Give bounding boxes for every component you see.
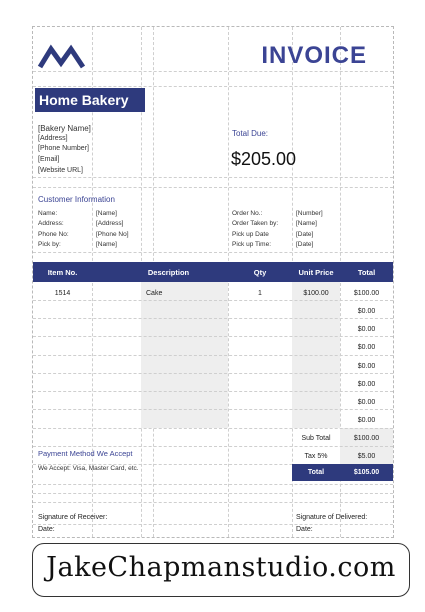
invoice-sheet (32, 26, 394, 538)
watermark-text: JakeChapmanstudio.com (46, 552, 396, 583)
grid-line (33, 493, 393, 494)
table-row-line (33, 428, 393, 429)
row-description: Cake (146, 290, 163, 297)
table-row-line (33, 355, 393, 356)
table-row-line (33, 446, 393, 447)
grid-line (33, 71, 393, 72)
tax-value: $5.00 (357, 453, 376, 460)
customer-value: [Name] (96, 210, 117, 217)
grid-line (33, 177, 393, 178)
row-total: $0.00 (357, 326, 376, 333)
row-qty: 1 (258, 290, 262, 297)
signature-receiver-label: Signature of Receiver: (38, 514, 108, 521)
grid-line (33, 502, 393, 503)
column-header-unit-price: Unit Price (298, 268, 334, 277)
order-label: Pick up Date (232, 231, 269, 238)
sender-name: [Bakery Name] (38, 124, 91, 133)
order-label: Order No.: (232, 210, 263, 217)
customer-label: Address: (38, 220, 64, 227)
tax-label: Tax 5% (304, 453, 328, 460)
customer-label: Name: (38, 210, 58, 217)
order-value: [Name] (296, 220, 317, 227)
table-row-line (33, 336, 393, 337)
order-value: [Date] (296, 231, 314, 238)
customer-value: [Name] (96, 241, 117, 248)
grid-line (33, 252, 393, 253)
customer-value: [Phone No] (96, 231, 129, 238)
row-total: $0.00 (357, 381, 376, 388)
total-due-label: Total Due: (232, 129, 269, 138)
sender-phone: [Phone Number] (38, 145, 89, 152)
subtotal-value: $100.00 (353, 435, 380, 442)
row-total: $0.00 (357, 308, 376, 315)
column-header-qty: Qty (253, 268, 267, 277)
watermark-banner (32, 543, 410, 597)
row-total: $0.00 (357, 417, 376, 424)
row-total: $0.00 (357, 363, 376, 370)
business-name: Home Bakery (35, 88, 145, 112)
grid-line (228, 27, 229, 537)
row-total: $0.00 (357, 344, 376, 351)
table-row-line (33, 409, 393, 410)
customer-label: Pick by: (38, 241, 61, 248)
customer-value: [Address] (96, 220, 124, 227)
column-header-item: Item No. (47, 268, 78, 277)
order-value: [Number] (296, 210, 323, 217)
payment-method-text: We Accept: Visa, Master Card, etc. (38, 465, 139, 472)
table-row-line (33, 300, 393, 301)
receiver-date-label: Date: (38, 526, 55, 533)
table-row-line (33, 391, 393, 392)
subtotal-label: Sub Total (301, 435, 331, 442)
column-header-total: Total (357, 268, 376, 277)
row-unit-price: $100.00 (303, 290, 329, 297)
order-value: [Date] (296, 241, 314, 248)
order-label: Order Taken by: (232, 220, 279, 227)
table-row-line (33, 373, 393, 374)
signature-delivered-label: Signature of Delivered: (296, 514, 368, 521)
mountain-logo-icon (37, 41, 87, 71)
total-due-amount: $205.00 (231, 149, 297, 169)
signature-line (33, 524, 393, 525)
customer-label: Phone No: (38, 231, 69, 238)
row-total: $0.00 (357, 399, 376, 406)
payment-method-heading: Payment Method We Accept (38, 449, 133, 458)
sender-address: [Address] (38, 135, 68, 142)
grid-line (33, 86, 393, 87)
delivered-date-label: Date: (296, 526, 313, 533)
order-label: Pick up Time: (232, 241, 272, 248)
table-row-line (33, 318, 393, 319)
row-item-no: 1514 (54, 290, 71, 297)
column-header-description: Description (147, 268, 190, 277)
grand-total-label: Total (307, 469, 325, 476)
row-total: $100.00 (353, 290, 380, 297)
invoice-title: INVOICE (261, 42, 367, 69)
sender-website: [Website URL] (38, 167, 83, 174)
grand-total-value: $105.00 (353, 469, 380, 476)
sender-email: [Email] (38, 156, 60, 163)
grid-line (33, 484, 393, 485)
customer-info-heading: Customer Information (38, 195, 115, 204)
grid-line (33, 187, 393, 188)
